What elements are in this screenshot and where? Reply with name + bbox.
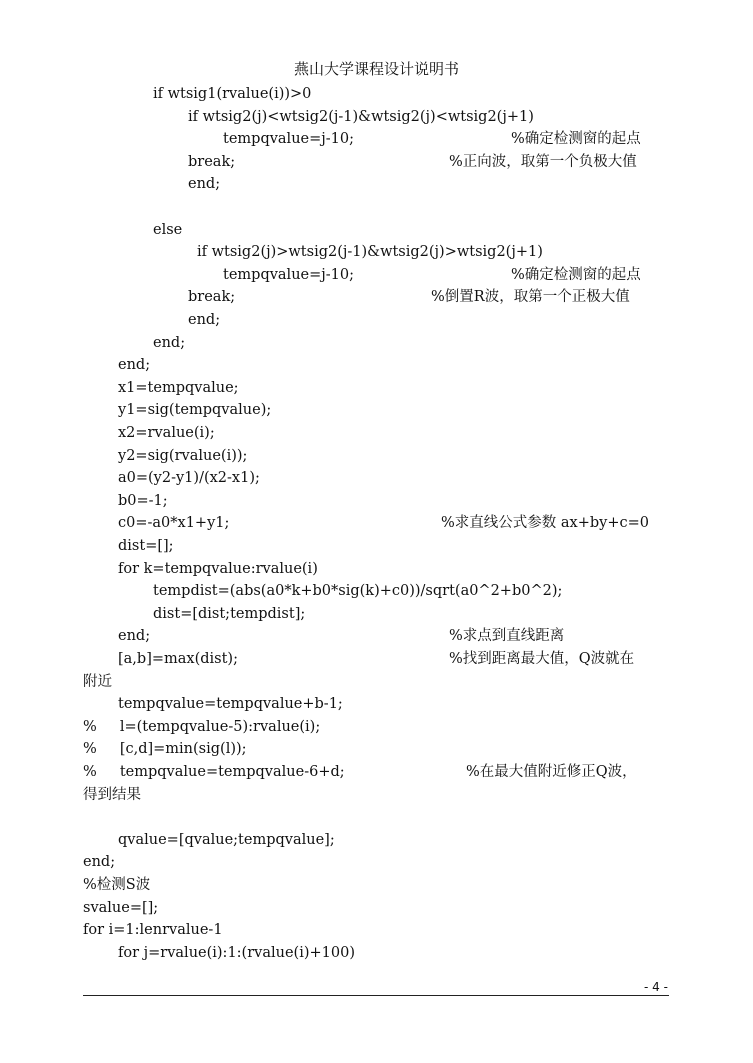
code-line: b0=-1; xyxy=(118,492,168,509)
code-comment: %求直线公式参数 ax+by+c=0 xyxy=(441,515,649,532)
code-line: end; xyxy=(188,312,221,328)
code-line: dist=[]; xyxy=(118,538,174,554)
code-line: end; xyxy=(83,854,116,871)
code-line: if wtsig1(rvalue(i))>0 xyxy=(153,86,312,102)
code-line: % tempqvalue=tempqvalue-6+d; xyxy=(83,764,345,780)
code-comment: %倒置R波，取第一个正极大值 xyxy=(431,289,630,306)
code-line: break; xyxy=(188,289,236,306)
code-line: svalue=[]; xyxy=(83,899,159,916)
code-line: if wtsig2(j)>wtsig2(j-1)&wtsig2(j)>wtsig2(j+1) xyxy=(197,244,543,261)
code-line: for k=tempqvalue:rvalue(i) xyxy=(118,560,318,577)
code-line: y2=sig(rvalue(i)); xyxy=(118,447,248,464)
code-line: dist=[dist;tempdist]; xyxy=(153,605,306,622)
code-line: end; xyxy=(118,628,151,645)
code-line: tempqvalue=tempqvalue+b-1; xyxy=(118,696,343,713)
code-comment: %确定检测窗的起点 xyxy=(511,131,641,148)
code-line: else xyxy=(153,221,183,238)
code-line: y1=sig(tempqvalue); xyxy=(118,402,272,419)
code-line: c0=-a0*x1+y1; xyxy=(118,515,230,532)
footer-divider xyxy=(83,995,669,996)
code-line: 附近 xyxy=(83,673,112,690)
code-line: end; xyxy=(188,176,221,193)
code-line: break; xyxy=(188,153,236,170)
code-line: qvalue=[qvalue;tempqvalue]; xyxy=(118,831,335,848)
code-line: for i=1:lenrvalue-1 xyxy=(83,922,223,939)
code-line: 得到结果 xyxy=(83,786,141,803)
code-line: tempqvalue=j-10; xyxy=(223,131,354,148)
page-header-title: 燕山大学课程设计说明书 xyxy=(293,60,459,78)
code-line: % [c,d]=min(sig(l)); xyxy=(83,741,247,758)
code-line: x1=tempqvalue; xyxy=(118,379,239,396)
code-line: a0=(y2-y1)/(x2-x1); xyxy=(118,470,260,487)
code-line: if wtsig2(j)<wtsig2(j-1)&wtsig2(j)<wtsig2(j+1) xyxy=(188,108,534,125)
code-line: %检测S波 xyxy=(83,877,151,893)
code-line: x2=rvalue(i); xyxy=(118,425,215,441)
code-comment: %确定检测窗的起点 xyxy=(511,266,641,283)
code-comment: %找到距离最大值，Q波就在 xyxy=(449,651,635,667)
code-line: tempdist=(abs(a0*k+b0*sig(k)+c0))/sqrt(a0^2+b0^2); xyxy=(153,583,563,600)
code-line: % l=(tempqvalue-5):rvalue(i); xyxy=(83,718,321,735)
code-comment: %正向波，取第一个负极大值 xyxy=(449,153,637,170)
code-comment: %求点到直线距离 xyxy=(449,628,565,645)
code-line: [a,b]=max(dist); xyxy=(118,651,238,667)
code-line: end; xyxy=(118,357,151,374)
code-line: end; xyxy=(153,334,186,351)
code-line: tempqvalue=j-10; xyxy=(223,266,354,283)
page-number: - 4 - xyxy=(644,980,668,994)
code-comment: %在最大值附近修正Q波， xyxy=(466,764,637,780)
code-line: for j=rvalue(i):1:(rvalue(i)+100) xyxy=(118,944,355,961)
